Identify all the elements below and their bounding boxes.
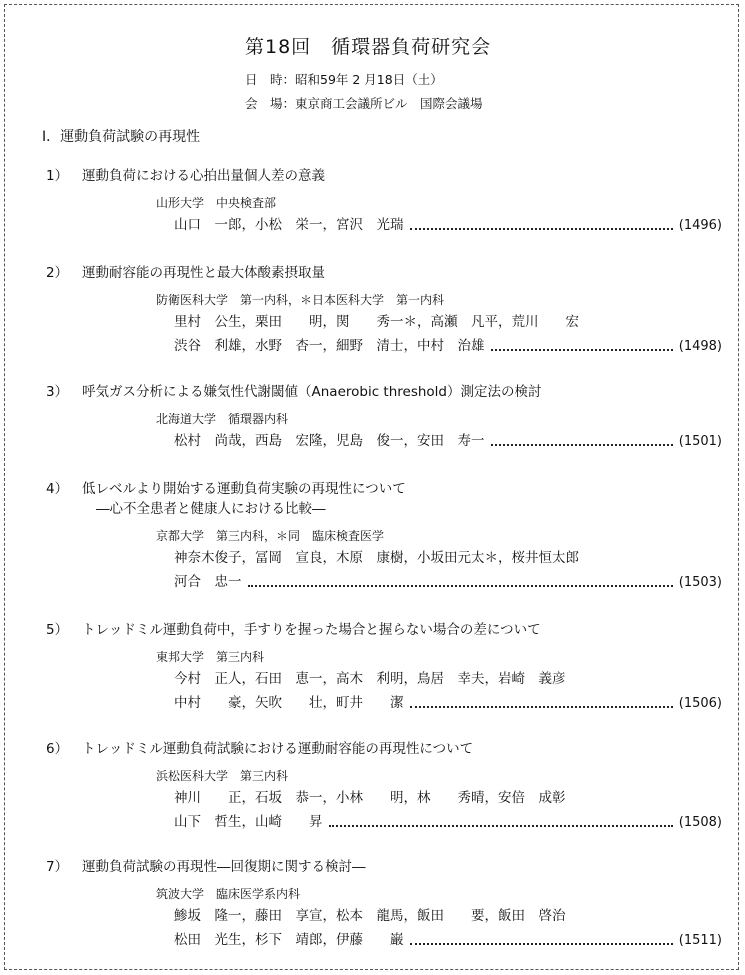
item-authors-line [46, 928, 722, 952]
leader-dots [491, 443, 673, 446]
item-title-line [46, 620, 722, 640]
item-title-line [46, 857, 722, 877]
leader-dots [410, 942, 673, 945]
item-institution: 防衛医科大学 第一内科，＊日本医科大学 第一内科 [156, 293, 445, 307]
item-authors: 里村 公生，栗田 明，関 秀一＊，高瀬 凡平，荒川 宏 [174, 314, 579, 330]
item-authors-line [46, 786, 722, 810]
item-authors-line [46, 429, 722, 453]
item-number: 5） [46, 622, 69, 638]
program-item [46, 479, 722, 594]
item-institution: 京都大学 第三内科，＊同 臨床検査医学 [156, 529, 385, 543]
program-item [46, 620, 722, 715]
item-subtitle: ―心不全患者と健康人における比較― [96, 501, 326, 517]
leader-dots [491, 348, 673, 351]
meeting-venue: 会 場：東京商工会議所ビル 国際会議場 [245, 96, 483, 111]
item-authors: 神川 正，石坂 恭一，小林 明，林 秀晴，安倍 成彰 [174, 790, 566, 806]
item-authors-line [46, 310, 722, 334]
item-institution: 北海道大学 循環器内科 [156, 412, 289, 426]
item-institution: 東邦大学 第三内科 [156, 650, 265, 664]
item-institution: 筑波大学 臨床医学系内科 [156, 887, 301, 901]
meeting-date: 日 時：昭和59年 2 月18日（土） [245, 72, 443, 87]
item-number: 4） [46, 481, 69, 497]
leader-dots [410, 227, 673, 230]
item-title: 低レベルより開始する運動負荷実験の再現性について [82, 481, 406, 497]
program-item [46, 382, 722, 453]
item-title-line [46, 166, 722, 186]
item-authors-line [46, 904, 722, 928]
item-page: (1503) [678, 575, 722, 590]
item-page: (1511) [678, 933, 722, 948]
program-item [46, 857, 722, 952]
item-number: 6） [46, 741, 69, 757]
item-number: 7） [46, 859, 69, 875]
item-authors: 松田 光生，杉下 靖郎，伊藤 巌 [174, 932, 404, 948]
item-authors: 渋谷 利雄，水野 杏一，細野 清士，中村 治雄 [174, 338, 485, 354]
item-number: 2） [46, 265, 69, 281]
item-authors: 中村 豪，矢吹 壮，町井 潔 [174, 695, 404, 711]
item-authors: 山下 哲生，山崎 昇 [174, 814, 323, 830]
item-authors-line [46, 810, 722, 834]
item-institution: 浜松医科大学 第三内科 [156, 769, 289, 783]
item-title-line [46, 263, 722, 283]
program-item [46, 263, 722, 358]
item-page: (1496) [678, 218, 722, 233]
item-authors-line [46, 570, 722, 594]
item-authors-line [46, 213, 722, 237]
item-title: 運動負荷試験の再現性―回復期に関する検討― [82, 859, 366, 875]
item-page: (1506) [678, 696, 722, 711]
item-authors: 河合 忠一 [174, 574, 242, 590]
item-title: 運動負荷における心拍出量個人差の意義 [82, 168, 325, 184]
item-number: 3） [46, 384, 69, 400]
item-authors: 今村 正人，石田 恵一，高木 利明，鳥居 幸夫，岩崎 義彦 [174, 671, 566, 687]
program-item [46, 166, 722, 237]
item-page: (1501) [678, 434, 722, 449]
item-institution: 山形大学 中央検査部 [156, 196, 277, 210]
item-title: トレッドミル運動負荷試験における運動耐容能の再現性について [82, 741, 474, 757]
item-authors-line [46, 334, 722, 358]
item-title-line [46, 382, 722, 402]
leader-dots [410, 705, 673, 708]
item-authors-line [46, 667, 722, 691]
item-page: (1508) [678, 815, 722, 830]
item-title-line [46, 739, 722, 759]
page-title: 第18回 循環器負荷研究会 [245, 36, 492, 58]
section-heading: I．運動負荷試験の再現性 [42, 129, 201, 145]
item-title: 運動耐容能の再現性と最大体酸素摂取量 [82, 265, 325, 281]
item-page: (1498) [678, 339, 722, 354]
leader-dots [248, 584, 673, 587]
item-authors: 神奈木俊子，冨岡 宣良，木原 康樹，小坂田元太＊，桜井恒太郎 [174, 550, 579, 566]
item-authors: 山口 一郎，小松 栄一，宮沢 光瑞 [174, 217, 404, 233]
item-authors: 鯵坂 隆一，藤田 享宣，松本 龍馬，飯田 要，飯田 啓治 [174, 908, 566, 924]
item-title-line [46, 479, 722, 499]
item-authors: 松村 尚哉，西島 宏隆，児島 俊一，安田 寿一 [174, 433, 485, 449]
item-authors-line [46, 691, 722, 715]
item-authors-line [46, 546, 722, 570]
item-number: 1） [46, 168, 69, 184]
item-title: 呼気ガス分析による嫌気性代謝閾値（Anaerobic threshold）測定法の検討 [82, 384, 542, 400]
leader-dots [329, 824, 673, 827]
program-item [46, 739, 722, 834]
item-title: トレッドミル運動負荷中，手すりを握った場合と握らない場合の差について [82, 622, 541, 638]
